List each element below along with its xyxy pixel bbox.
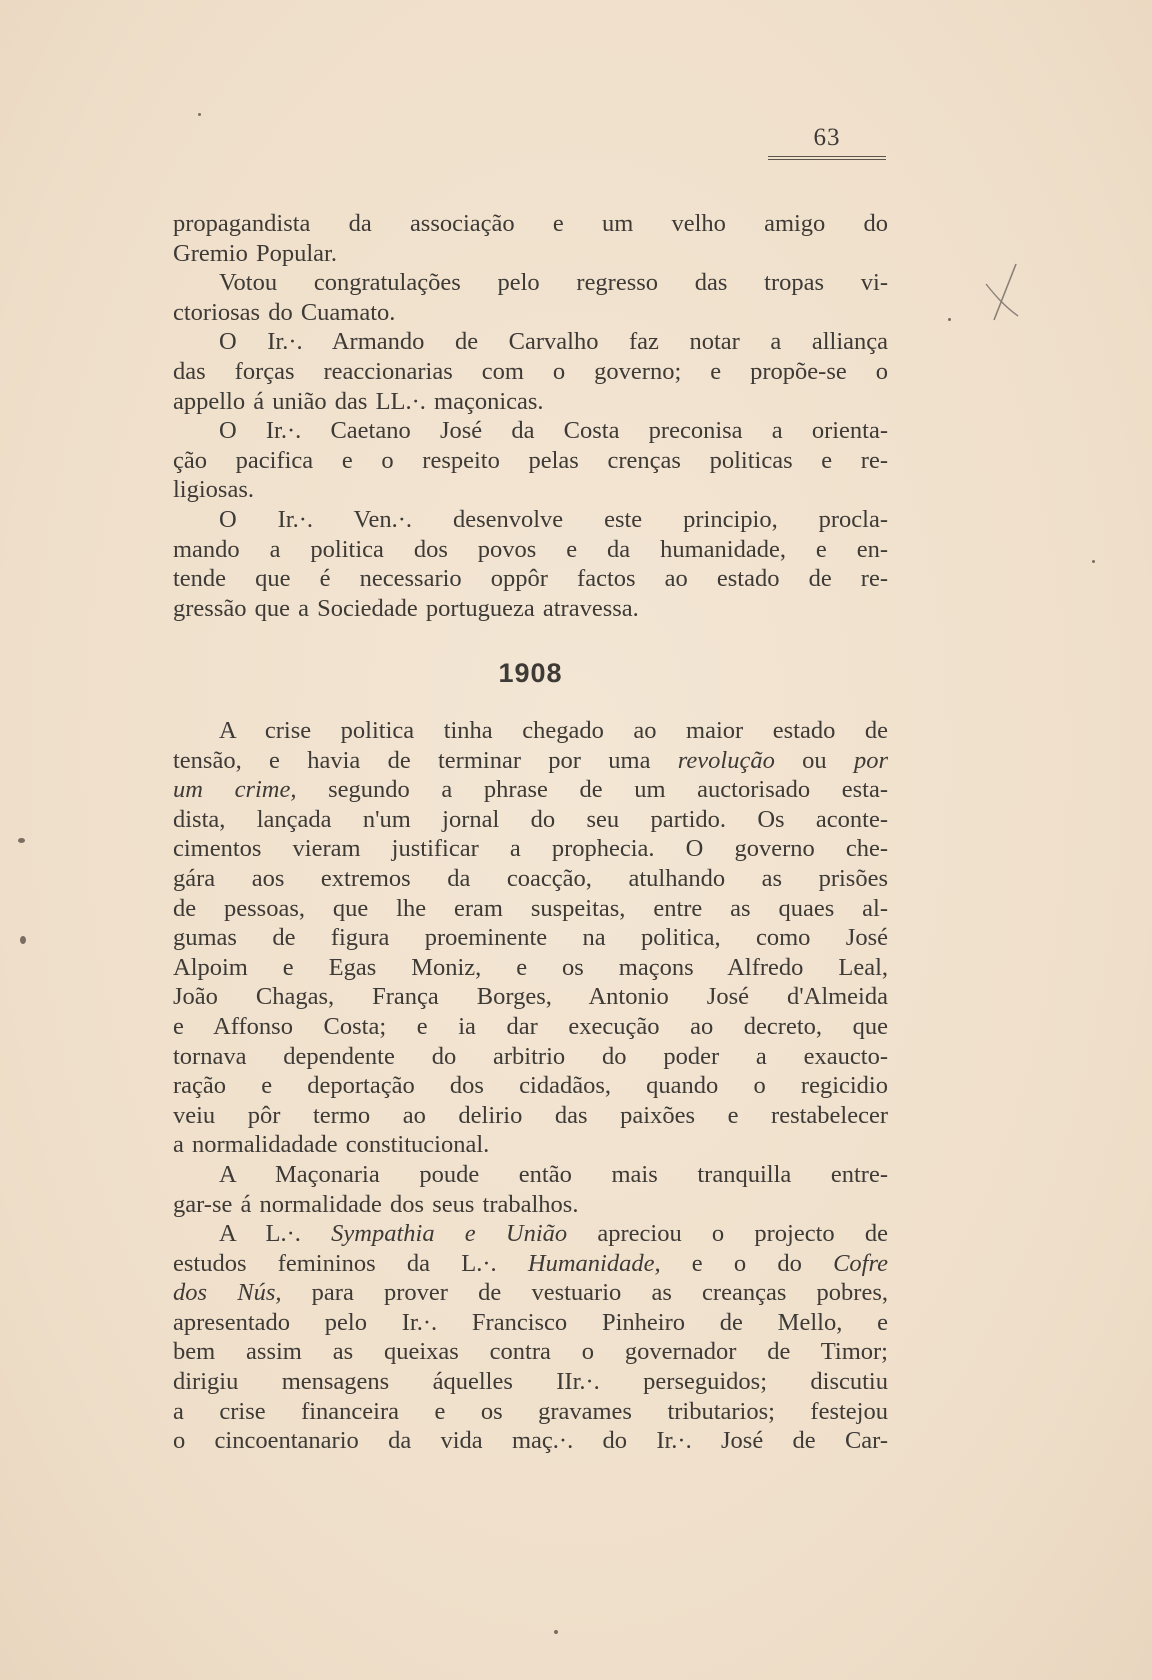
text-line: O Ir.·. Ven.·. desenvolve este principio, procla- xyxy=(219,505,888,533)
text-line: João Chagas, França Borges, Antonio José d'Almeida xyxy=(173,983,888,1011)
paper-speck xyxy=(1092,560,1095,563)
page-number-rule xyxy=(768,156,886,160)
text-line: Votou congratulações pelo regresso das tropas vi- xyxy=(219,269,888,297)
text-line: A L.·. Sympathia e União apreciou o projecto de xyxy=(219,1220,889,1248)
text-line: tensão, e havia de terminar por uma revolução ou por xyxy=(173,746,888,774)
text-line: gára aos extremos da coacção, atulhando as prisões xyxy=(173,864,888,892)
pencil-cross-mark-icon xyxy=(978,262,1024,332)
text-line: estudos femininos da L.·. Humanidade, e o do Cofre xyxy=(173,1249,888,1277)
paper-speck xyxy=(18,838,25,843)
text-line: O Ir.·. Armando de Carvalho faz notar a alliança xyxy=(219,328,888,356)
text-line: A crise politica tinha chegado ao maior estado de xyxy=(219,717,888,744)
paper-speck xyxy=(198,113,201,116)
text-line: dirigiu mensagens áquelles IIr.·. perseguidos; discutiu xyxy=(173,1368,888,1396)
text-line: Alpoim e Egas Moniz, e os maçons Alfredo Leal, xyxy=(173,953,888,981)
text-line: das forças reaccionarias com o governo; e propõe-se o xyxy=(173,357,888,385)
text-line: cimentos vieram justificar a prophecia. O governo che- xyxy=(173,835,888,863)
text-line: veiu pôr termo ao delirio das paixões e restabelecer xyxy=(173,1101,888,1129)
text-line: gar-se á normalidade dos seus trabalhos. xyxy=(173,1190,579,1218)
text-line: dista, lançada n'um jornal do seu partido. Os aconte- xyxy=(173,805,888,833)
text-line: ctoriosas do Cuamato. xyxy=(173,298,396,326)
text-line: a normalidadade constitucional. xyxy=(173,1131,490,1159)
text-line: tornava dependente do arbitrio do poder a exaucto- xyxy=(173,1042,888,1070)
section-heading-year: 1908 xyxy=(498,658,563,688)
text-line: e Affonso Costa; e ia dar execução ao decreto, que xyxy=(173,1012,888,1040)
text-line: de pessoas, que lhe eram suspeitas, entre as quaes al- xyxy=(173,894,888,922)
text-line: A Maçonaria poude então mais tranquilla entre- xyxy=(219,1160,888,1188)
text-line: gumas de figura proeminente na politica, como José xyxy=(173,924,888,952)
paper-speck xyxy=(20,936,26,944)
text-line: propagandista da associação e um velho amigo do xyxy=(173,210,888,237)
text-line: bem assim as queixas contra o governador de Timor; xyxy=(173,1338,888,1366)
text-line: apresentado pelo Ir.·. Francisco Pinheiro de Mello, e xyxy=(173,1308,888,1336)
paragraph-block-1 xyxy=(173,209,888,623)
paragraph-block-2 xyxy=(173,716,888,1456)
text-line: a crise financeira e os gravames tributarios; festejou xyxy=(173,1397,888,1425)
text-line: ligiosas. xyxy=(173,476,254,504)
text-line: o cincoentanario da vida maç.·. do Ir.·. José de Car- xyxy=(173,1427,888,1455)
text-line: ração e deportação dos cidadãos, quando o regicidio xyxy=(173,1072,888,1100)
page-number: 63 xyxy=(813,124,841,151)
text-line: appello á união das LL.·. maçonicas. xyxy=(173,387,544,415)
paper-speck xyxy=(948,318,951,321)
text-line: mando a politica dos povos e da humanidade, e en- xyxy=(173,535,888,563)
paper-speck xyxy=(554,1630,558,1634)
text-line: Gremio Popular. xyxy=(173,239,337,267)
text-line: um crime, segundo a phrase de um auctorisado esta- xyxy=(173,776,888,804)
text-line: gressão que a Sociedade portugueza atravessa. xyxy=(173,594,639,622)
text-line: O Ir.·. Caetano José da Costa preconisa a orienta- xyxy=(219,417,888,445)
text-line: tende que é necessario oppôr factos ao estado de re- xyxy=(173,565,888,593)
text-line: ção pacifica e o respeito pelas crenças politicas e re- xyxy=(173,446,888,474)
text-line: dos Nús, para prover de vestuario as creanças pobres, xyxy=(173,1279,888,1307)
